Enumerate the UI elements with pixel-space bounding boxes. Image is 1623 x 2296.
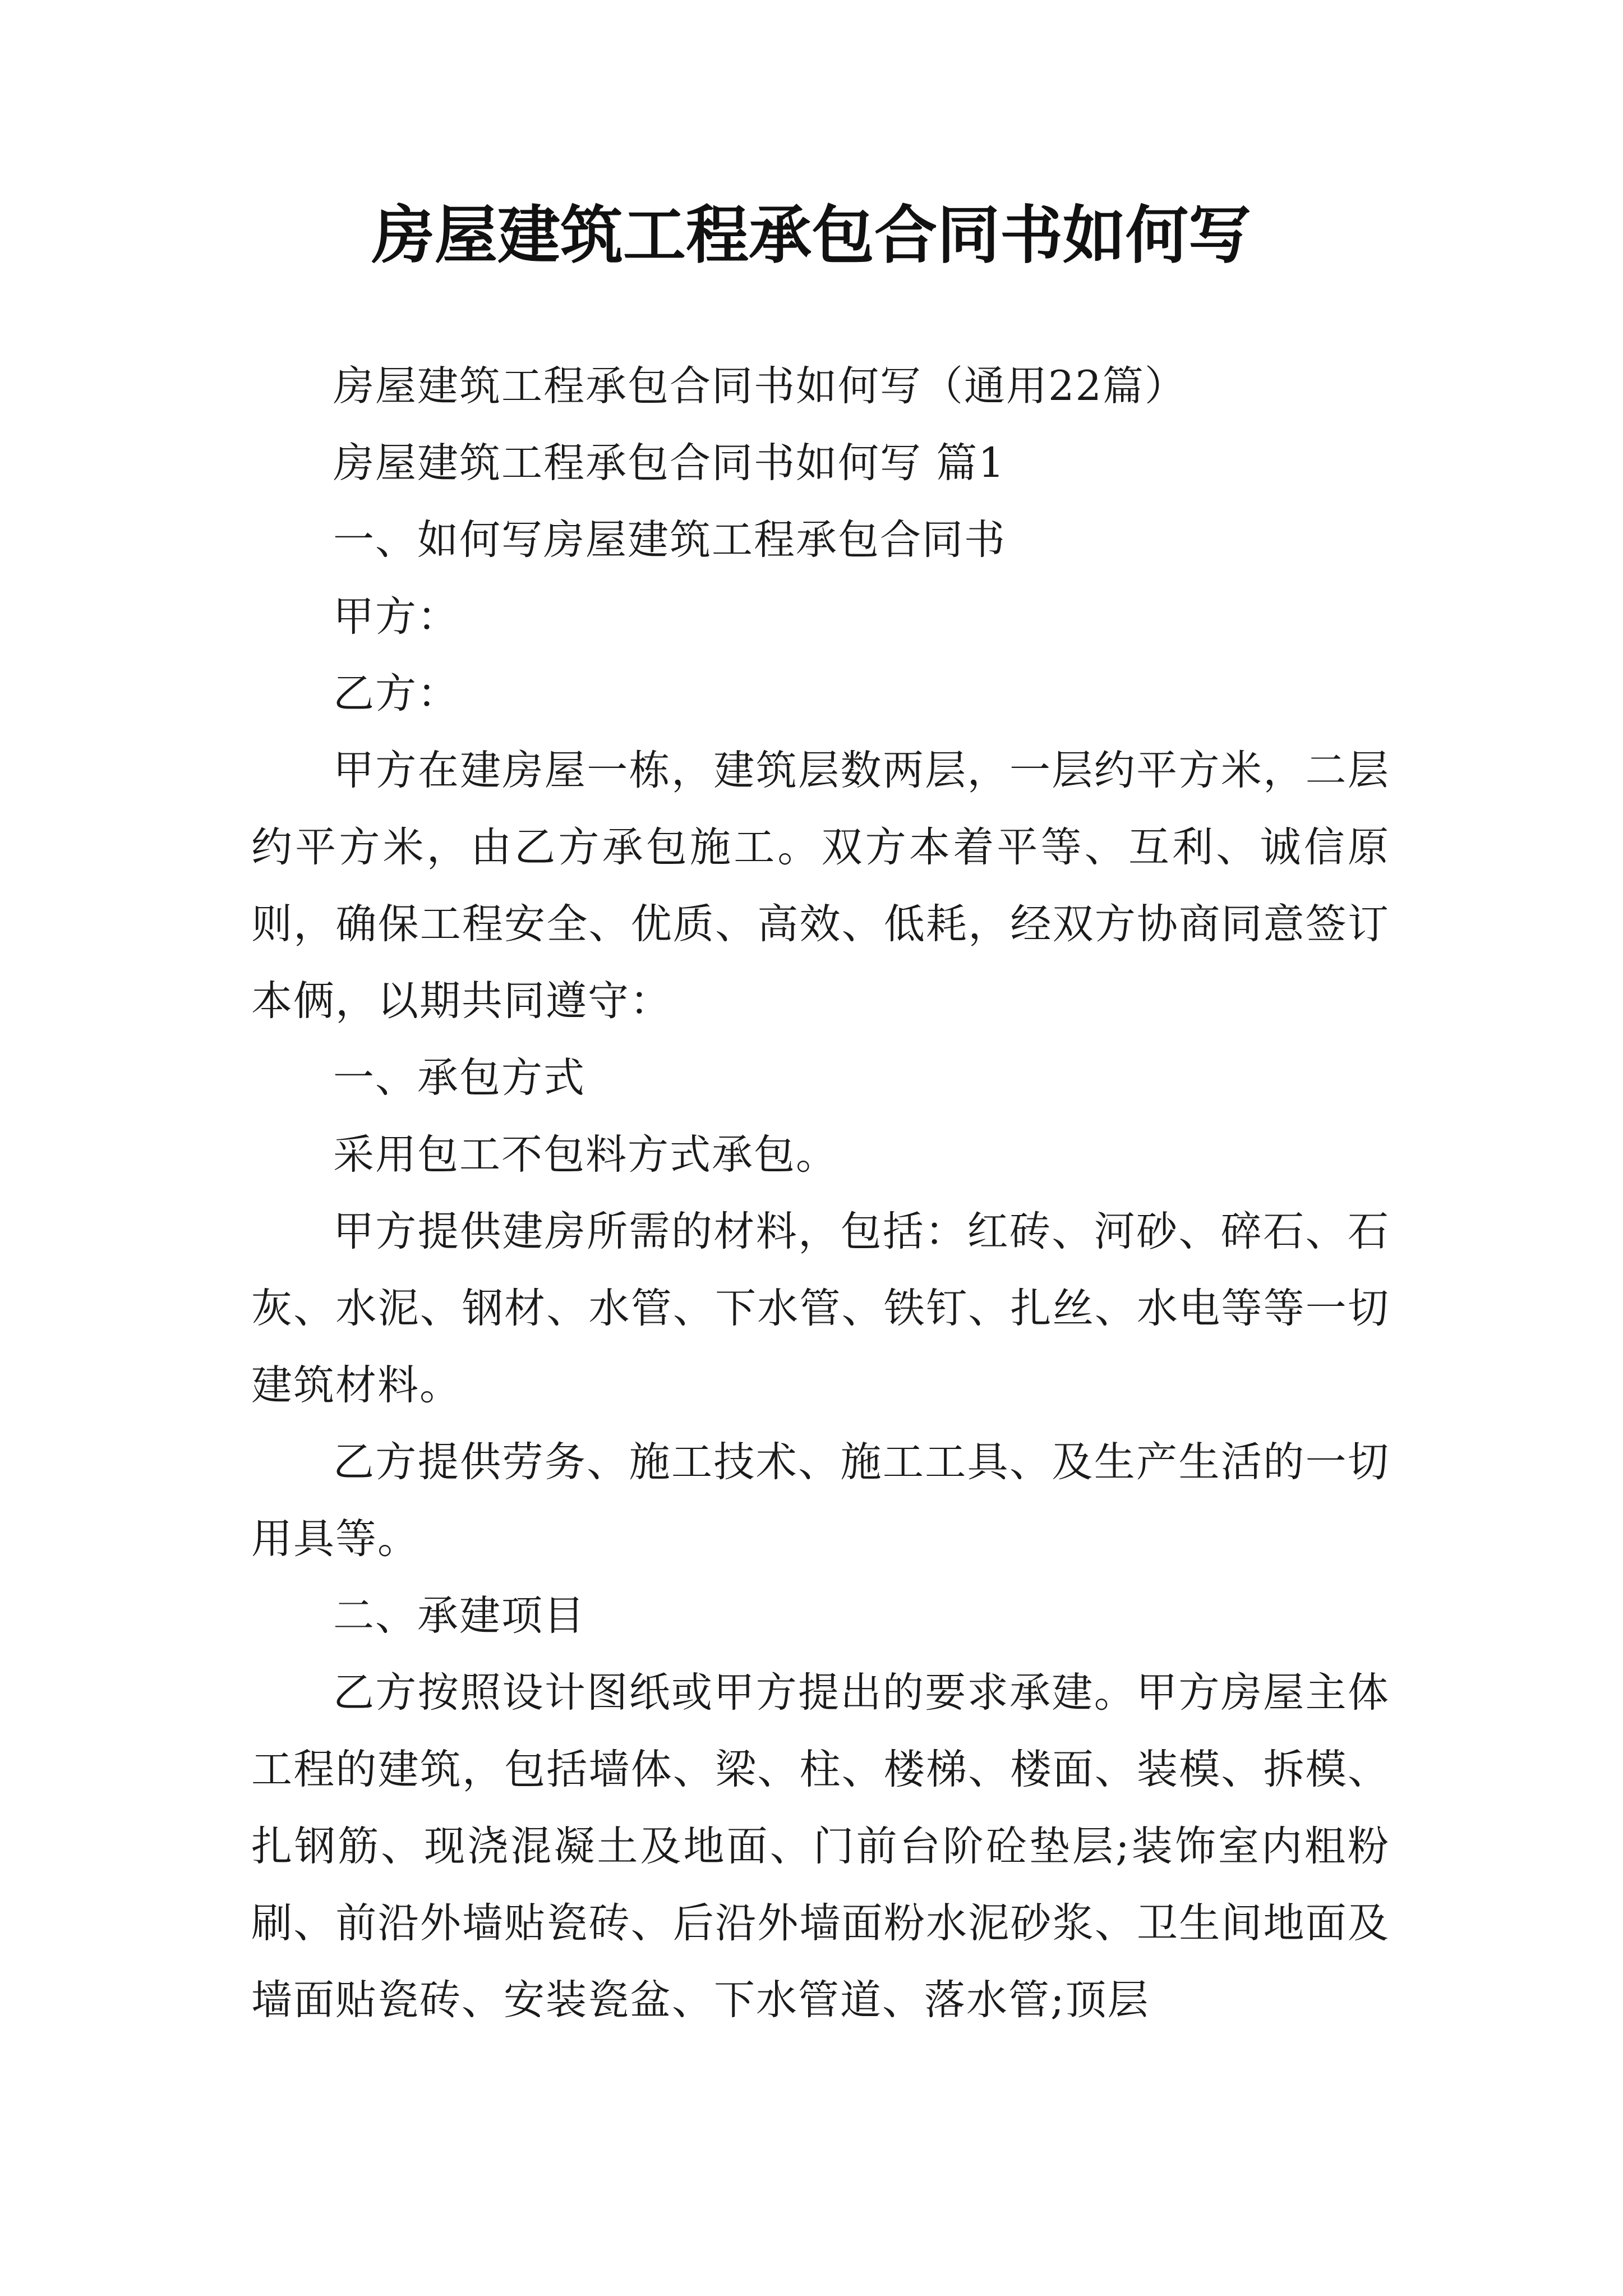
paragraph: 甲方在建房屋一栋，建筑层数两层，一层约平方米，二层约平方米，由乙方承包施工。双方本着平等、互利、诚信原则，确保工程安全、优质、高效、低耗，经双方协商同意签订本俩，以期共同遵守： [251, 747, 1390, 1025]
paragraph: 采用包工不包料方式承包。 [333, 1131, 838, 1179]
paragraph: 房屋建筑工程承包合同书如何写（通用22篇） [333, 362, 1187, 410]
document-title: 房屋建筑工程承包合同书如何写 [372, 199, 1251, 272]
paragraph: 房屋建筑工程承包合同书如何写 篇1 [333, 439, 1006, 487]
paragraph: 二、承建项目 [333, 1592, 585, 1640]
paragraph: 乙方： [333, 670, 459, 717]
paragraph: 一、承包方式 [333, 1054, 585, 1102]
paragraph: 一、如何写房屋建筑工程承包合同书 [333, 516, 1006, 564]
paragraph: 甲方： [333, 593, 459, 641]
document-body [251, 348, 1390, 2039]
paragraph: 乙方按照设计图纸或甲方提出的要求承建。甲方房屋主体工程的建筑，包括墙体、梁、柱、楼梯、楼面、装模、拆模、扎钢筋、现浇混凝土及地面、门前台阶砼垫层;装饰室内粗粉刷、前沿外墙贴瓷砖、后沿外墙面粉水泥砂浆、卫生间地面及墙面贴瓷砖、安装瓷盆、下水管道、落水管;顶层 [251, 1669, 1390, 2024]
paragraph: 乙方提供劳务、施工技术、施工工具、及生产生活的一切用具等。 [251, 1438, 1390, 1563]
paragraph: 甲方提供建房所需的材料，包括：红砖、河砂、碎石、石灰、水泥、钢材、水管、下水管、铁钉、扎丝、水电等等一切建筑材料。 [251, 1208, 1390, 1409]
